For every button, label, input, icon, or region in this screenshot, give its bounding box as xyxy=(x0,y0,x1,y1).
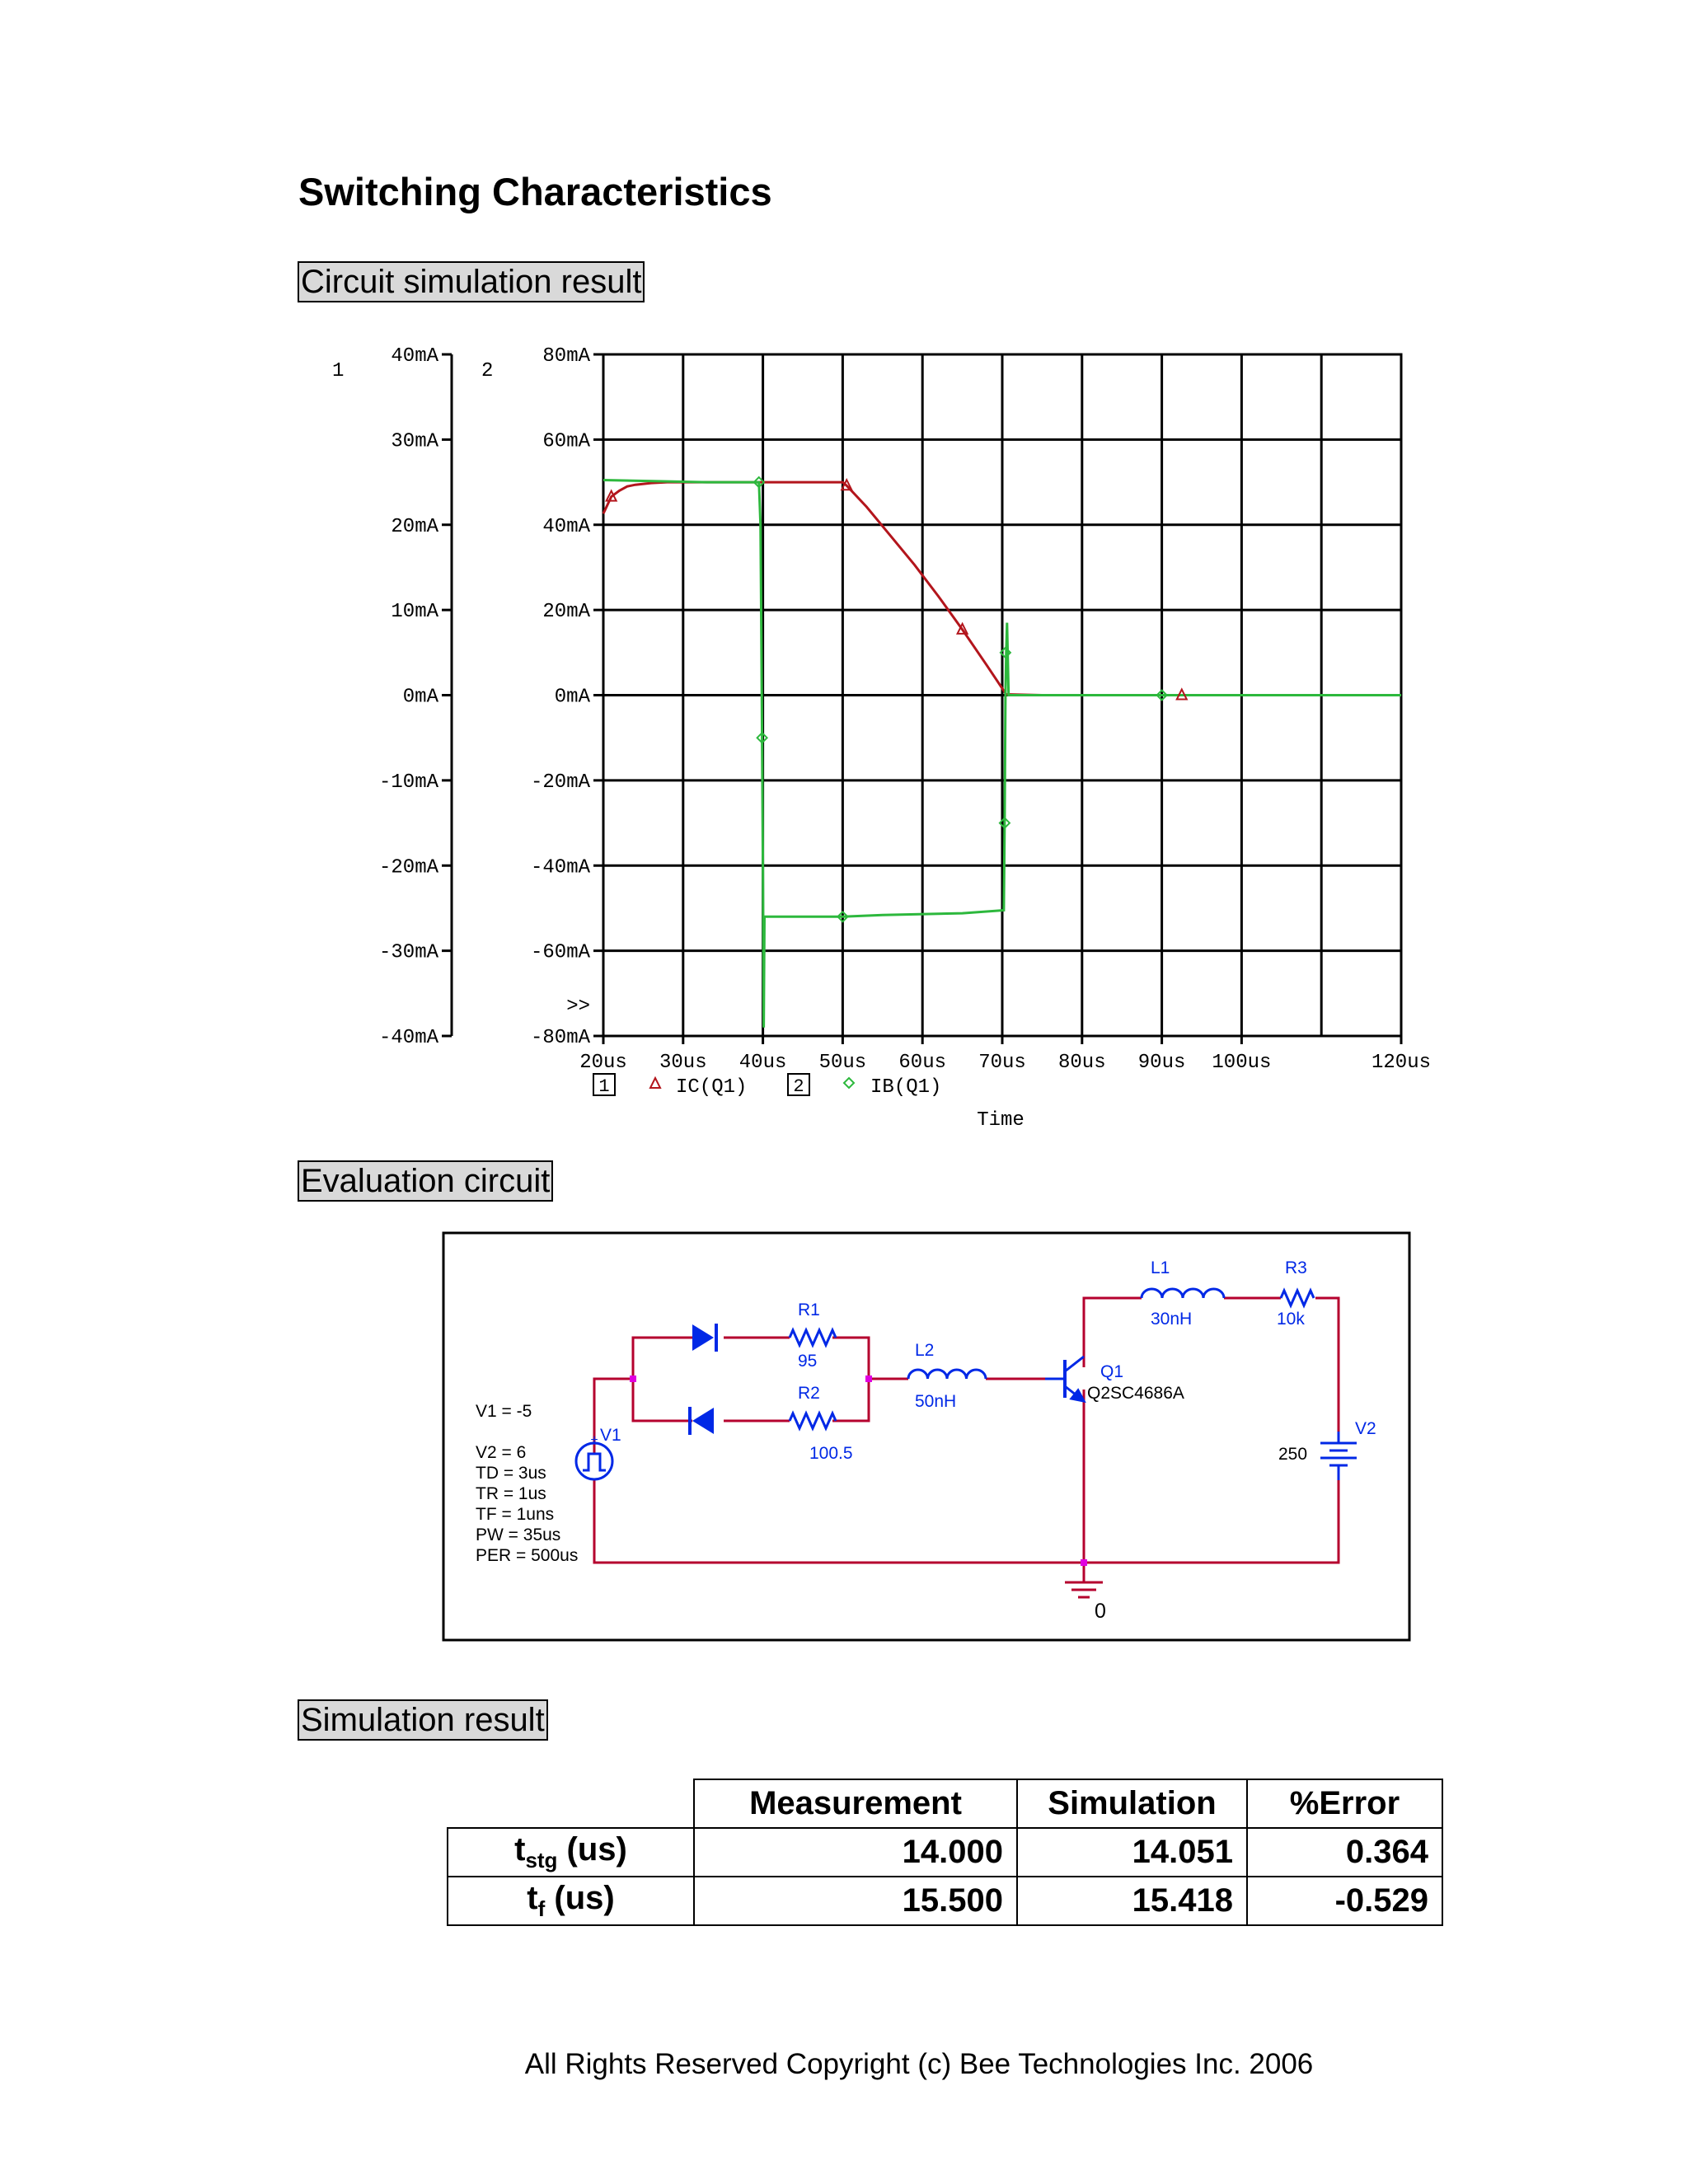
y-axis-1-tick-label: -40mA xyxy=(378,1027,438,1049)
x-axis-tick-label: 30us xyxy=(659,1052,707,1074)
active-axis-marker: >> xyxy=(566,996,590,1018)
row-label-tstg: $t_{stg}$ (us) xyxy=(448,1828,694,1877)
table-row xyxy=(448,1877,1442,1925)
table-header-row xyxy=(448,1779,1442,1828)
cell-simulation: 15.418 xyxy=(1017,1877,1247,1925)
y-axis-2-tick-label: -60mA xyxy=(530,941,590,964)
y-axis-1-tick-label: 0mA xyxy=(402,686,438,709)
x-axis-tick-label: 60us xyxy=(898,1052,947,1074)
y-axis-1-tick-label: 40mA xyxy=(391,345,438,368)
r1-name: R1 xyxy=(798,1301,820,1319)
ground-label: 0 xyxy=(1095,1600,1106,1623)
x-axis-label: Time xyxy=(977,1109,1025,1132)
circuit-frame xyxy=(443,1233,1409,1640)
y-axis-1-tick-label: -20mA xyxy=(378,856,438,879)
svg-text:+: + xyxy=(590,1433,598,1447)
cell-measurement: 14.000 xyxy=(694,1828,1017,1877)
q1-part: Q2SC4686A xyxy=(1087,1384,1184,1403)
y-axis-1-tick-label: -10mA xyxy=(378,771,438,794)
x-axis-tick-label: 120us xyxy=(1371,1052,1432,1074)
v2-value: 250 xyxy=(1278,1445,1308,1464)
header-simulation: Simulation xyxy=(1017,1779,1247,1828)
r2-value: 100.5 xyxy=(809,1444,853,1463)
y-axis-2-tick-label: 20mA xyxy=(542,601,590,624)
source-param-v2: V2 = 6 xyxy=(476,1443,527,1462)
l2-name: L2 xyxy=(915,1341,935,1360)
y-axis-1-tick-label: 20mA xyxy=(391,515,438,538)
section-label-evaluation-circuit: Evaluation circuit xyxy=(298,1160,553,1202)
source-param-per: PER = 500us xyxy=(476,1546,579,1565)
source-param-pw: PW = 35us xyxy=(476,1526,561,1544)
row-label-tf: $t_f$ (us) xyxy=(448,1877,694,1925)
y-axis-2-tick-label: 60mA xyxy=(542,430,590,453)
copyright-footer: All Rights Reserved Copyright (c) Bee Technologies Inc. 2006 xyxy=(524,2048,1314,2080)
v1-label: V1 xyxy=(600,1426,621,1445)
legend-ib-q1-label: IB(Q1) xyxy=(870,1076,942,1099)
q1-name: Q1 xyxy=(1100,1362,1124,1381)
legend-key-1: 1 xyxy=(598,1076,610,1097)
page-title: Switching Characteristics xyxy=(298,170,772,213)
legend-ic-q1-label: IC(Q1) xyxy=(676,1076,748,1099)
v2-name: V2 xyxy=(1355,1419,1376,1438)
x-axis-tick-label: 20us xyxy=(579,1052,627,1074)
x-axis-tick-label: 80us xyxy=(1057,1052,1106,1074)
section-label-circuit-simulation: Circuit simulation result xyxy=(298,261,645,302)
x-axis-tick-label: 90us xyxy=(1137,1052,1186,1074)
y-axis-1-tick-label: 30mA xyxy=(391,430,438,453)
r2-name: R2 xyxy=(798,1384,820,1403)
table-row xyxy=(448,1828,1442,1877)
y-axis-1-id: 1 xyxy=(332,360,345,382)
l2-value: 50nH xyxy=(915,1392,957,1411)
y-axis-2-tick-label: -80mA xyxy=(530,1027,590,1049)
cell-measurement: 15.500 xyxy=(694,1877,1017,1925)
x-axis-tick-label: 70us xyxy=(978,1052,1026,1074)
y-axis-2-tick-label: -20mA xyxy=(530,771,590,794)
x-axis-tick-label: 40us xyxy=(738,1052,787,1074)
y-axis-2-tick-label: 40mA xyxy=(542,515,590,538)
source-param-tr: TR = 1us xyxy=(476,1484,546,1503)
x-axis-tick-label: 100us xyxy=(1212,1052,1272,1074)
source-param-tf: TF = 1uns xyxy=(476,1505,555,1524)
x-axis-tick-label: 50us xyxy=(818,1052,867,1074)
l1-name: L1 xyxy=(1151,1258,1170,1277)
y-axis-2-tick-label: 80mA xyxy=(542,345,590,368)
y-axis-2-tick-label: 0mA xyxy=(554,686,590,709)
y-axis-2-tick-label: -40mA xyxy=(530,856,590,879)
y-axis-1-tick-label: 10mA xyxy=(391,601,438,624)
r1-value: 95 xyxy=(798,1352,818,1371)
legend-key-2: 2 xyxy=(793,1076,804,1097)
source-param-v1: V1 = -5 xyxy=(476,1402,532,1421)
l1-value: 30nH xyxy=(1151,1310,1193,1329)
cell-simulation: 14.051 xyxy=(1017,1828,1247,1877)
r3-name: R3 xyxy=(1285,1258,1307,1277)
results-table xyxy=(447,1779,1443,1926)
y-axis-1-tick-label: -30mA xyxy=(378,941,438,964)
r3-value: 10k xyxy=(1277,1310,1305,1329)
cell-error: 0.364 xyxy=(1247,1828,1442,1877)
section-label-simulation-result: Simulation result xyxy=(298,1699,548,1741)
y-axis-2-id: 2 xyxy=(481,360,494,382)
header-measurement: Measurement xyxy=(694,1779,1017,1828)
source-param-td: TD = 3us xyxy=(476,1464,546,1483)
cell-error: -0.529 xyxy=(1247,1877,1442,1925)
header-error: %Error xyxy=(1247,1779,1442,1828)
